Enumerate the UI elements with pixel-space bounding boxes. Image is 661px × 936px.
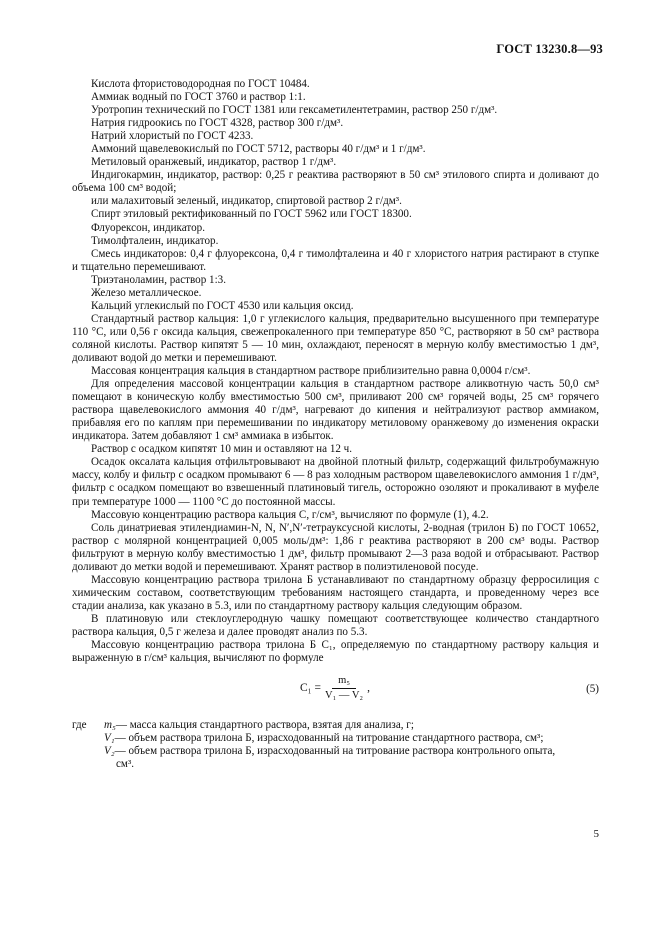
- paragraph: Тимолфталеин, индикатор.: [91, 234, 219, 247]
- definition-row: [72, 732, 599, 745]
- formula-lhs: C₁ =: [300, 682, 322, 695]
- document-body: [72, 78, 599, 771]
- paragraph: Раствор с осадком кипятят 10 мин и оставляют на 12 ч.: [91, 443, 353, 456]
- paragraph: Для определения массовой концентрации кальция в стандартном растворе аликвотную часть 50,0 см³ помещают в коническую колбу вместимостью 500 см³, приливают 200 см³ горячей воды, 25 см³ горячего раствора щавелевокислого аммония 40 г/дм³, нагревают до кипения и нейтрализуют раствор аммиаком, прибавляя его по каплям при перемешивании по индикатору метиловому оранжевому до изменения окраски индикатора. Затем добавляют 1 см³ аммиака в избыток.: [72, 378, 599, 443]
- paragraph: Железо металлическое.: [91, 286, 202, 299]
- formula-number: (5): [586, 683, 599, 696]
- paragraph: Натрия гидроокись по ГОСТ 4328, раствор 300 г/дм³.: [91, 117, 344, 130]
- definition-text: см³.: [116, 758, 135, 771]
- paragraph: Осадок оксалата кальция отфильтровывают на двойной плотный фильтр, содержащий фильтробумажную массу, колбу и фильтр с осадком промывают 6 — 8 раз холодным раствором щавелевокислого аммония 1 г/дм³, фильтр с осадком помещают во взвешенный платиновый тигель, осторожно озоляют и прокаливают в муфеле при температуре 1000 — 1100 °С до постоянной массы.: [72, 456, 599, 508]
- formula-numerator: m₅: [332, 675, 356, 689]
- document-header: ГОСТ 13230.8—93: [496, 42, 603, 56]
- paragraph: Натрий хлористый по ГОСТ 4233.: [91, 130, 254, 143]
- paragraph: Смесь индикаторов: 0,4 г флуорексона, 0,4 г тимолфталеина и 40 г хлористого натрия растирают в ступке и тщательно перемешивают.: [72, 247, 599, 273]
- formula-body: [300, 675, 370, 702]
- definition-lead: где: [72, 719, 87, 732]
- definitions: [72, 719, 599, 771]
- formula-denominator: V₁ — V₂: [325, 690, 364, 702]
- paragraph: Метиловый оранжевый, индикатор, раствор 1 г/дм³.: [91, 156, 337, 169]
- definition-text: — объем раствора трилона Б, израсходованный на титрование раствора контрольного опыта,: [114, 745, 556, 758]
- definition-row: [72, 745, 599, 758]
- paragraph: Массовую концентрацию раствора трилона Б устанавливают по стандартному образцу ферросилиция с химическим составом, соответствующим требованиям настоящего стандарта, и проведенному через все стадии анализа, как указано в 5.3, или по стандартному раствору кальция следующим образом.: [72, 573, 599, 612]
- definition-symbol: V₁: [104, 732, 115, 745]
- definition-row: [72, 719, 599, 732]
- definition-row: [72, 758, 599, 771]
- paragraph: Аммиак водный по ГОСТ 3760 и раствор 1:1.: [91, 91, 306, 104]
- paragraphs: [72, 78, 599, 665]
- formula-tail: ,: [367, 682, 370, 695]
- paragraph: Аммоний щавелевокислый по ГОСТ 5712, растворы 40 г/дм³ и 1 г/дм³.: [91, 143, 426, 156]
- paragraph: Массовая концентрация кальция в стандартном растворе приблизительно равна 0,0004 г/см³.: [91, 365, 531, 378]
- paragraph: Флуорексон, индикатор.: [91, 221, 205, 234]
- paragraph: В платиновую или стеклоуглеродную чашку помещают соответствующее количество стандартного раствора кальция, 0,5 г железа и далее проводят анализ по 5.3.: [72, 612, 599, 638]
- definition-symbol: V₂: [104, 745, 115, 758]
- definition-text: — масса кальция стандартного раствора, взятая для анализа, г;: [115, 719, 414, 732]
- paragraph: Стандартный раствор кальция: 1,0 г углекислого кальция, предварительно высушенного при температуре 110 °С, или 0,56 г оксида кальция, свежепрокаленного при температуре 850 °С, растворяют в 50 см³ раствора соляной кислоты. Раствор кипятят 5 — 10 мин, охлаждают, переносят в мерную колбу вместимостью 1 дм³, доливают водой до метки и перемешивают.: [72, 312, 599, 364]
- formula-fraction: [325, 675, 363, 702]
- paragraph: Кальций углекислый по ГОСТ 4530 или кальция оксид.: [91, 299, 354, 312]
- definition-lead: [72, 732, 104, 745]
- definition-text: — объем раствора трилона Б, израсходованный на титрование стандартного раствора, см³;: [114, 732, 544, 745]
- paragraph: Массовую концентрацию раствора трилона Б С₁, определяемую по стандартному раствору кальция и выраженную в г/см³ кальция, вычисляют по формуле: [72, 639, 599, 665]
- page-number: 5: [593, 828, 599, 840]
- formula-5: [72, 671, 599, 715]
- paragraph: или малахитовый зеленый, индикатор, спиртовой раствор 2 г/дм³.: [91, 195, 402, 208]
- paragraph: Кислота фтористоводородная по ГОСТ 10484.: [91, 78, 310, 90]
- paragraph: Спирт этиловый ректификованный по ГОСТ 5962 или ГОСТ 18300.: [91, 208, 412, 221]
- paragraph: Уротропин технический по ГОСТ 1381 или гексаметилентетрамин, раствор 250 г/дм³.: [91, 104, 498, 117]
- definition-symbol: m₅: [104, 719, 116, 732]
- paragraph: Триэтаноламин, раствор 1:3.: [91, 273, 226, 286]
- definition-lead: [72, 745, 104, 758]
- paragraph: Массовую концентрацию раствора кальция С, г/см³, вычисляют по формуле (1), 4.2.: [91, 508, 489, 521]
- paragraph: Индигокармин, индикатор, раствор: 0,25 г реактива растворяют в 50 см³ этилового спирта и доливают до объема 100 см³ водой;: [72, 169, 599, 195]
- paragraph: Соль динатриевая этилендиамин-N, N, N′,N′-тетрауксусной кислоты, 2-водная (трилон Б) по ГОСТ 10652, раствор с молярной концентрацией 0,005 моль/дм³: 1,86 г реактива растворяют в 200 см³ воды. Раствор фильтруют в мерную колбу вместимостью 1 дм³, фильтр промывают 2—3 раза водой и отбрасывают. Раствор доливают до метки водой и перемешивают. Хранят раствор в полиэтиленовой посуде.: [72, 521, 599, 573]
